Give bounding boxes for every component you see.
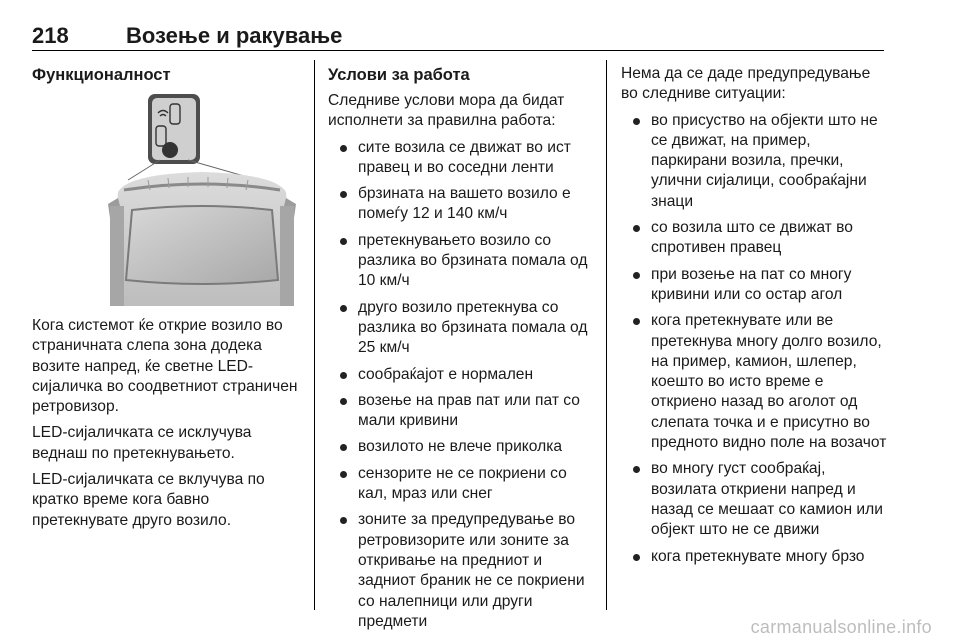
no-warning-intro: Нема да се даде предупредување во следниве ситуации: bbox=[621, 65, 871, 103]
list-item: сите возила се движат во ист правец и во соседни ленти bbox=[328, 138, 600, 179]
list-item: кога претекнувате или ве претекнува многу долго возило, на пример, камион, шлепер, коешто во исто време е откриено назад во аголот од слепата точка и е присутно во предното видно поле на возачот bbox=[621, 311, 887, 453]
list-item: претекнувањето возило со разлика во брзината помала од 10 км/ч bbox=[328, 231, 600, 292]
list-item: друго возило претекнува со разлика во брзината помала од 25 км/ч bbox=[328, 298, 600, 359]
functionality-paragraph: LED-сијаличката се исклучува веднаш по претекнувањето. bbox=[32, 424, 252, 462]
list-item: сообраќајот е нормален bbox=[328, 365, 600, 385]
list-item: возење на прав пат или пат со мали кривини bbox=[328, 391, 600, 432]
car-rear-mirror-icon bbox=[108, 94, 296, 306]
mirror-led-illustration bbox=[108, 94, 296, 306]
column-divider-1 bbox=[314, 60, 315, 610]
page-header bbox=[32, 20, 884, 51]
column-divider-2 bbox=[606, 60, 607, 610]
list-item: со возила што се движат во спротивен правец bbox=[621, 218, 887, 259]
list-item: зоните за предупредување во ретровизорите или зоните за откривање на предниот и задниот браник не се покриени со налепници или други предмети bbox=[328, 510, 600, 632]
column-no-warning bbox=[621, 64, 887, 573]
page-title: Возење и ракување bbox=[126, 23, 343, 48]
list-item: во присуство на објекти што не се движат, на пример, паркирани возила, пречки, улични сијалици, сообраќајни знаци bbox=[621, 111, 887, 212]
column-functionality bbox=[32, 64, 302, 537]
list-item: во многу густ сообраќај, возилата откриени напред и назад се мешаат со камион или објект што не се движи bbox=[621, 459, 887, 540]
conditions-list bbox=[328, 138, 600, 633]
functionality-paragraph: Кога системот ќе открие возило во страничната слепа зона додека возите напред, ќе светне LED-сијаличка во соодветниот страничен ретровизор. bbox=[32, 317, 298, 416]
conditions-heading: Услови за работа bbox=[328, 66, 470, 84]
no-warning-list bbox=[621, 111, 887, 567]
page-number: 218 bbox=[32, 23, 69, 48]
functionality-paragraph: LED-сијаличката се вклучува по кратко време кога бавно претекнувате друго возило. bbox=[32, 471, 265, 529]
conditions-intro: Следниве услови мора да бидат исполнети за правилна работа: bbox=[328, 92, 565, 130]
list-item: кога претекнувате многу брзо bbox=[621, 547, 887, 567]
list-item: брзината на вашето возило е помеѓу 12 и 140 км/ч bbox=[328, 184, 600, 225]
list-item: при возење на пат со многу кривини или со остар агол bbox=[621, 265, 887, 306]
column-operating-conditions bbox=[328, 64, 600, 638]
watermark: carmanualsonline.info bbox=[750, 617, 932, 637]
list-item: сензорите не се покриени со кал, мраз или снег bbox=[328, 464, 600, 505]
functionality-heading: Функционалност bbox=[32, 66, 171, 84]
list-item: возилото не влече приколка bbox=[328, 437, 600, 457]
